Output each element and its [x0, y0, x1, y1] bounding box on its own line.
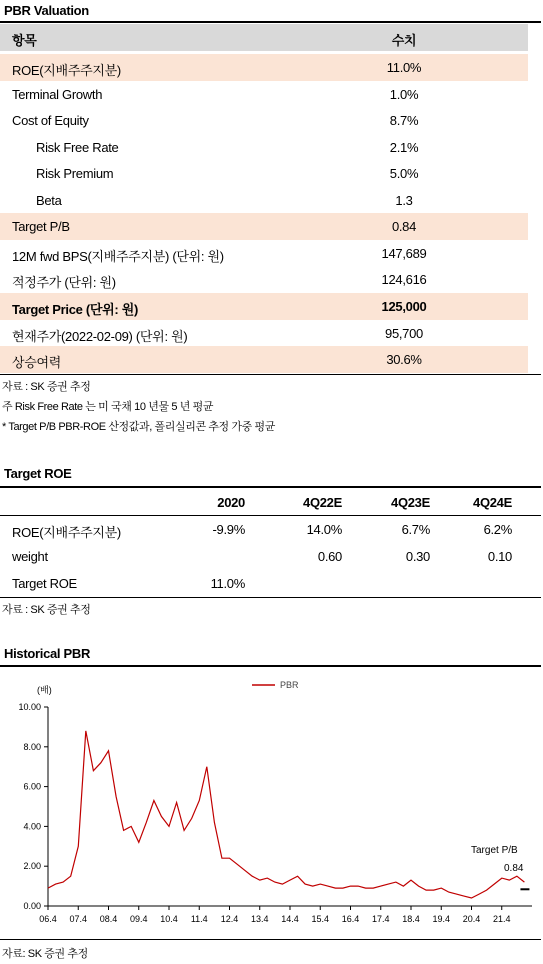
row-label: ROE(지배주주지분) — [12, 63, 121, 78]
source-note: 자료: SK 증권 추정 — [2, 948, 88, 960]
y-unit-label: (배) — [37, 685, 52, 695]
row-value: 125,000 — [381, 299, 427, 314]
table-row — [0, 107, 528, 134]
table-row — [0, 81, 528, 108]
source-note: 자료 : SK 증권 추정 — [2, 604, 91, 616]
y-tick-label: 2.00 — [23, 861, 41, 872]
cell: 11.0% — [210, 576, 245, 591]
row-label: ROE(지배주주지분) — [12, 525, 121, 540]
y-tick-label: 4.00 — [23, 821, 41, 832]
row-label: weight — [12, 549, 48, 564]
row-label: Risk Free Rate — [36, 140, 119, 155]
row-value: 2.1% — [389, 140, 419, 155]
header-value: 수치 — [391, 33, 417, 48]
row-label: Beta — [36, 193, 62, 208]
column-header: 4Q24E — [473, 495, 512, 510]
roe-header-row — [0, 489, 528, 516]
y-tick-label: 0.00 — [23, 901, 41, 911]
x-tick-label: 14.4 — [281, 914, 299, 924]
x-tick-label: 18.4 — [402, 914, 420, 924]
cell: 0.30 — [405, 549, 430, 564]
footnote: 주 Risk Free Rate 는 미 국채 10 년물 5 년 평균 — [2, 401, 214, 413]
legend-label: PBR — [280, 680, 299, 690]
footnote: * Target P/B PBR-ROE 산정값과, 폴리실리콘 추정 가중 평균 — [2, 421, 275, 433]
cell: 0.60 — [317, 549, 342, 564]
source-note: 자료 : SK 증권 추정 — [2, 381, 91, 393]
historical-pbr-title: Historical PBR — [4, 646, 91, 661]
y-tick-label: 6.00 — [23, 781, 41, 792]
column-header: 4Q22E — [303, 495, 342, 510]
table-top-rule — [0, 486, 541, 488]
x-tick-label: 11.4 — [190, 914, 208, 924]
row-value: 30.6% — [386, 352, 422, 367]
target-pb-annotation: Target P/B — [471, 845, 518, 856]
x-tick-label: 20.4 — [462, 914, 481, 924]
table-row — [0, 134, 528, 161]
row-label: 현재주가(2022-02-09) (단위: 원) — [12, 329, 188, 344]
pbr-valuation-title: PBR Valuation — [4, 3, 89, 18]
pbr-series-line — [48, 731, 524, 898]
target-roe-title: Target ROE — [4, 466, 72, 481]
table-row — [0, 54, 528, 81]
chart-bottom-rule — [0, 939, 541, 940]
cell: 14.0% — [306, 522, 342, 537]
x-tick-label: 17.4 — [371, 914, 390, 924]
row-label: Cost of Equity — [12, 113, 89, 128]
table-row — [0, 187, 528, 214]
cell: -9.9% — [212, 522, 245, 537]
header-item: 항목 — [12, 33, 37, 48]
row-value: 8.7% — [389, 113, 419, 128]
row-value: 1.0% — [389, 87, 419, 102]
row-value: 95,700 — [385, 326, 423, 341]
chart-axes — [18, 702, 532, 924]
row-label: Target P/B — [12, 219, 70, 234]
table-top-rule — [0, 21, 541, 23]
row-value: 11.0% — [386, 60, 422, 75]
column-header: 4Q23E — [391, 495, 430, 510]
x-tick-label: 12.4 — [220, 914, 239, 924]
x-tick-label: 16.4 — [341, 914, 360, 924]
table-bottom-rule — [0, 374, 541, 375]
pbr-line-chart — [0, 666, 541, 938]
row-label: 상승여력 — [12, 355, 62, 370]
row-value: 124,616 — [381, 272, 427, 287]
table-row — [0, 240, 528, 267]
table-row — [0, 346, 528, 373]
cell: 6.2% — [483, 522, 512, 537]
target-pb-value: 0.84 — [504, 863, 524, 874]
row-value: 5.0% — [389, 166, 419, 181]
y-tick-label: 8.00 — [23, 741, 41, 752]
y-tick-label: 10.00 — [18, 702, 41, 712]
row-label: Risk Premium — [36, 166, 114, 181]
table-row — [0, 320, 528, 347]
x-tick-label: 19.4 — [432, 914, 451, 924]
x-tick-label: 21.4 — [492, 914, 511, 924]
table-row — [0, 543, 528, 570]
pbr-header-row — [0, 24, 528, 51]
table-row — [0, 160, 528, 187]
table-row — [0, 266, 528, 293]
cell: 6.7% — [401, 522, 430, 537]
x-tick-label: 13.4 — [250, 914, 269, 924]
row-value: 0.84 — [391, 219, 417, 234]
table-bottom-rule — [0, 597, 541, 598]
table-row — [0, 570, 528, 597]
row-label: Target Price (단위: 원) — [12, 302, 139, 317]
row-label: Target ROE — [12, 576, 77, 591]
x-tick-label: 07.4 — [69, 914, 88, 924]
row-label: 적정주가 (단위: 원) — [12, 275, 116, 290]
column-header: 2020 — [217, 495, 245, 510]
row-value: 1.3 — [395, 193, 413, 208]
table-row — [0, 516, 528, 543]
table-row — [0, 293, 528, 320]
x-tick-label: 15.4 — [311, 914, 330, 924]
x-tick-label: 08.4 — [99, 914, 118, 924]
table-row — [0, 213, 528, 240]
row-label: 12M fwd BPS(지배주주지분) (단위: 원) — [12, 249, 224, 264]
row-value: 147,689 — [381, 246, 427, 261]
x-tick-label: 10.4 — [160, 914, 178, 924]
row-label: Terminal Growth — [12, 87, 103, 102]
x-tick-label: 09.4 — [129, 914, 148, 924]
x-tick-label: 06.4 — [39, 914, 57, 924]
cell: 0.10 — [487, 549, 512, 564]
